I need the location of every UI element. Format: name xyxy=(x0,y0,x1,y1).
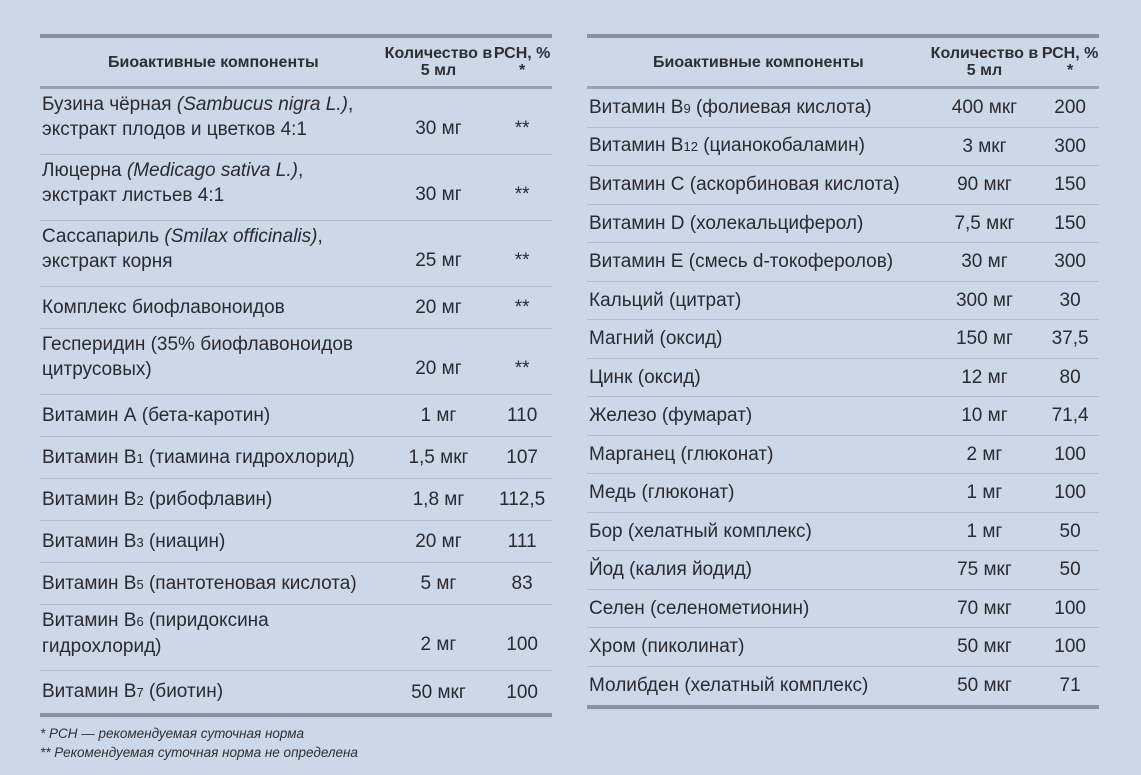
table-row xyxy=(587,205,1099,244)
row-qty: 2 мг xyxy=(420,634,457,655)
row-qty: 150 мг xyxy=(955,328,1013,350)
table-row xyxy=(587,359,1099,398)
right-composition-table xyxy=(587,34,1099,709)
row-name: Хром (пиколинат) xyxy=(589,636,745,658)
row-name: Витамин В5 (пантотеновая кислота) xyxy=(42,572,357,594)
left-composition-table xyxy=(40,34,552,717)
row-rsn: 37,5 xyxy=(1051,328,1089,350)
row-qty: 75 мкг xyxy=(957,559,1012,581)
table-row xyxy=(587,590,1099,629)
row-qty: 20 мг xyxy=(415,358,462,379)
row-rsn: ** xyxy=(514,297,530,318)
footnote-undefined: ** Рекомендуемая суточная норма не определена xyxy=(40,745,358,760)
row-name: Витамин D (холекальциферол) xyxy=(589,212,864,234)
row-name: Витамин В3 (ниацин) xyxy=(42,530,226,552)
row-name: Витамин В7 (биотин) xyxy=(42,681,224,702)
table-row xyxy=(587,320,1099,359)
row-name: Витамин В12 (цианокобаламин) xyxy=(589,135,865,157)
row-rsn: 200 xyxy=(1054,97,1086,119)
row-qty: 20 мг xyxy=(415,531,462,552)
footnote-rsn: * РСН — рекомендуемая суточная норма xyxy=(40,726,305,741)
row-rsn: 300 xyxy=(1054,251,1086,273)
row-rsn: 71 xyxy=(1059,675,1081,697)
row-rsn: 80 xyxy=(1059,366,1081,388)
table-row xyxy=(587,628,1099,667)
row-qty: 400 мкг xyxy=(951,97,1018,119)
table-row xyxy=(40,521,552,563)
row-rsn: 112,5 xyxy=(499,489,546,510)
row-name: Сассапариль (Smilax officinalis), экстракт корня xyxy=(42,226,323,272)
table-row xyxy=(587,89,1099,128)
row-qty: 5 мг xyxy=(420,573,457,594)
table-row xyxy=(40,89,552,155)
row-qty: 1 мг xyxy=(420,405,457,426)
row-name: Витамин В2 (рибофлавин) xyxy=(42,488,273,510)
row-rsn: 150 xyxy=(1054,174,1086,196)
table-row xyxy=(40,563,552,605)
row-rsn: 100 xyxy=(506,634,538,655)
row-rsn: 30 xyxy=(1059,289,1081,311)
row-name: Селен (селенометионин) xyxy=(589,597,810,619)
row-rsn: 111 xyxy=(507,531,537,552)
row-qty: 1 мг xyxy=(966,482,1003,504)
row-qty: 50 мкг xyxy=(957,636,1012,658)
table-row xyxy=(587,128,1099,167)
row-rsn: ** xyxy=(514,358,530,379)
row-rsn: 100 xyxy=(1054,443,1086,465)
row-name: Марганец (глюконат) xyxy=(589,443,774,465)
table-row xyxy=(40,155,552,221)
table-row xyxy=(40,671,552,713)
table-row xyxy=(587,474,1099,513)
header-name: Биоактивные компоненты xyxy=(108,53,319,71)
row-rsn: 100 xyxy=(506,681,538,703)
row-rsn: 300 xyxy=(1054,135,1086,157)
row-qty: 1 мг xyxy=(966,520,1003,542)
row-name: Железо (фумарат) xyxy=(589,405,753,427)
row-rsn: 100 xyxy=(1054,597,1086,619)
table-row xyxy=(587,397,1099,436)
table-row xyxy=(587,436,1099,475)
row-rsn: 50 xyxy=(1059,520,1081,542)
row-name: Витамин А (бета-каротин) xyxy=(42,405,271,426)
table-row xyxy=(587,166,1099,205)
row-qty: 10 мг xyxy=(961,405,1008,427)
row-name: Гесперидин (35% биофлавоноидов цитрусовых) xyxy=(42,334,354,380)
row-qty: 300 мг xyxy=(955,289,1013,311)
row-qty: 90 мкг xyxy=(957,174,1012,196)
row-qty: 1,5 мкг xyxy=(408,447,469,468)
table-row xyxy=(587,243,1099,282)
row-qty: 70 мкг xyxy=(957,597,1012,619)
row-name: Витамин В9 (фолиевая кислота) xyxy=(589,96,872,118)
header-rsn: РСН, % * xyxy=(1041,45,1099,79)
table-row xyxy=(587,667,1099,706)
row-rsn: ** xyxy=(514,184,530,205)
row-name: Бузина чёрная (Sambucus nigra L.), экстракт плодов и цветков 4:1 xyxy=(42,94,354,140)
row-qty: 20 мг xyxy=(415,297,462,318)
row-name: Комплекс биофлавоноидов xyxy=(42,297,285,318)
row-name: Молибден (хелатный комплекс) xyxy=(589,675,869,697)
table-row xyxy=(587,551,1099,590)
row-name: Витамин Е (смесь d-токоферолов) xyxy=(589,251,894,273)
table-row xyxy=(40,287,552,329)
row-qty: 50 мкг xyxy=(957,675,1012,697)
row-name: Цинк (оксид) xyxy=(589,366,701,388)
row-qty: 3 мкг xyxy=(962,135,1007,157)
row-rsn: 100 xyxy=(1054,636,1086,658)
row-qty: 1,8 мг xyxy=(412,489,465,510)
table-header xyxy=(587,38,1099,86)
row-name: Кальций (цитрат) xyxy=(589,289,742,311)
header-name: Биоактивные компоненты xyxy=(653,53,864,71)
row-name: Бор (хелатный комплекс) xyxy=(589,520,812,542)
row-rsn: ** xyxy=(514,118,530,139)
row-rsn: 150 xyxy=(1054,212,1086,234)
row-qty: 50 мкг xyxy=(411,681,466,703)
row-qty: 30 мг xyxy=(415,184,462,205)
row-qty: 30 мг xyxy=(961,251,1008,273)
table-row xyxy=(40,437,552,479)
bottom-rule xyxy=(40,713,552,717)
table-row xyxy=(40,479,552,521)
row-name: Медь (глюконат) xyxy=(589,482,735,504)
row-name: Йод (калия йодид) xyxy=(589,559,752,581)
table-row xyxy=(40,605,552,671)
table-row xyxy=(40,395,552,437)
header-qty: Количество в 5 мл xyxy=(930,45,1039,79)
row-name: Витамин В6 (пиридоксина гидрохлорид) xyxy=(42,610,269,657)
table-header xyxy=(40,38,552,86)
row-rsn: 110 xyxy=(506,405,538,426)
row-qty: 12 мг xyxy=(961,366,1008,388)
row-rsn: 107 xyxy=(506,447,538,468)
bottom-rule xyxy=(587,705,1099,709)
row-name: Витамин С (аскорбиновая кислота) xyxy=(589,174,900,196)
row-rsn: 50 xyxy=(1059,559,1081,581)
header-qty: Количество в 5 мл xyxy=(384,45,493,79)
table-row xyxy=(587,513,1099,552)
row-qty: 2 мг xyxy=(966,443,1003,465)
right-rows xyxy=(587,89,1099,705)
row-rsn: ** xyxy=(514,250,530,271)
header-rsn: РСН, % * xyxy=(493,45,551,79)
table-row xyxy=(587,282,1099,321)
row-name: Люцерна (Medicago sativa L.), экстракт листьев 4:1 xyxy=(42,160,304,206)
row-rsn: 71,4 xyxy=(1051,405,1089,427)
row-qty: 7,5 мкг xyxy=(954,212,1015,234)
row-rsn: 100 xyxy=(1054,482,1086,504)
row-name: Витамин В1 (тиамина гидрохлорид) xyxy=(42,446,355,468)
table-row xyxy=(40,221,552,287)
table-row xyxy=(40,329,552,395)
row-qty: 25 мг xyxy=(415,250,462,271)
row-qty: 30 мг xyxy=(415,118,462,139)
row-rsn: 83 xyxy=(511,573,533,594)
row-name: Магний (оксид) xyxy=(589,328,723,350)
